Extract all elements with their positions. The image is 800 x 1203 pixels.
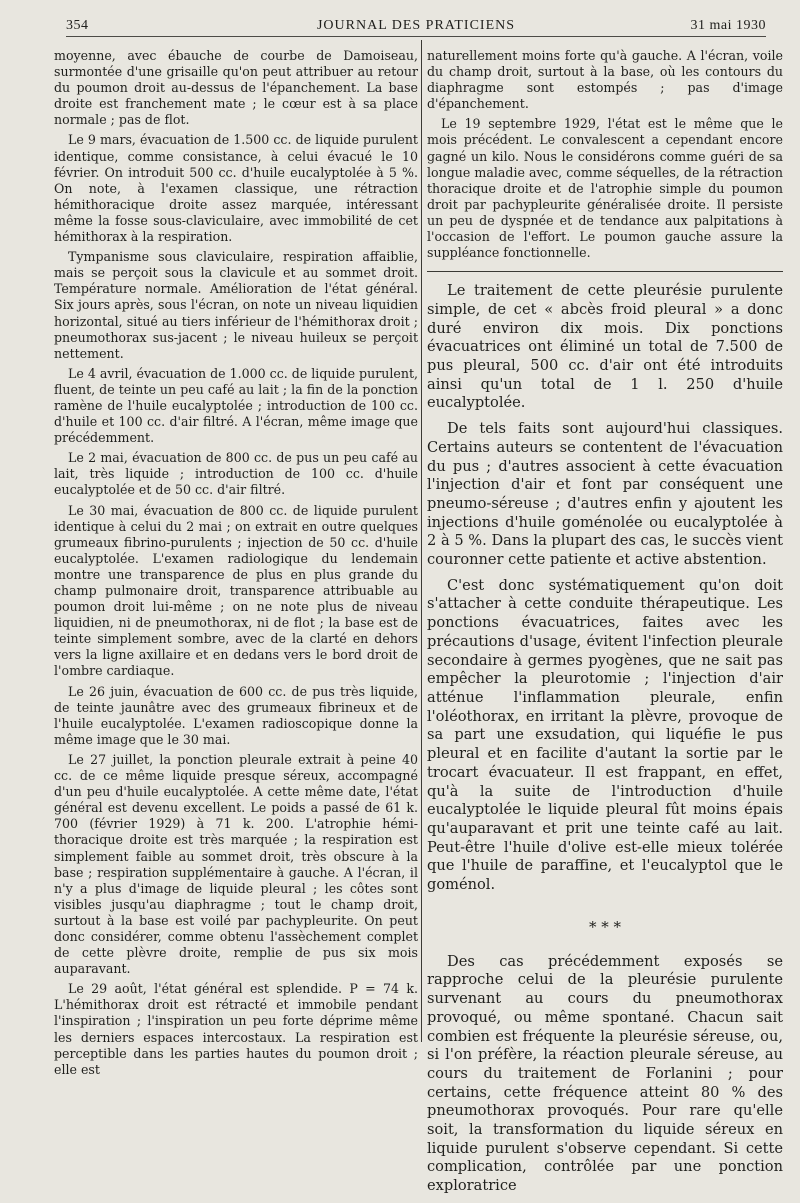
left-column	[54, 48, 418, 1082]
paragraph: Des cas précédemment exposés se rapproche celui de la pleurésie purulente survenant au cours du pneumothorax provoqué, ou même spontané. Chacun sait combien est fréquente la pleurésie séreuse, ou, si l'on préfère, la réaction pleurale séreuse, au cours du traitement de Forlanini ; pour certains, cette fréquence atteint 80 % des pneumothorax provoqués. Pour rare qu'elle soit, la transformation du liquide séreux en liquide purulent s'observe cependant. Si cette complication, contrôlée par une ponction exploratrice	[427, 952, 783, 1195]
case-notes-continued	[427, 48, 783, 261]
paragraph: Le 26 juin, évacuation de 600 cc. de pus très liquide, de teinte jaunâtre avec des grumeaux fibrineux et de l'huile eucalyptolée. L'examen radioscopique donne la même image que le 30 mai.	[54, 683, 418, 747]
asterism-separator: * * *	[588, 917, 622, 936]
page-header	[66, 12, 766, 37]
right-column	[427, 48, 783, 1203]
issue-date: 31 mai 1930	[690, 18, 766, 33]
paragraph: Le 29 août, l'état général est splendide. P = 74 k. L'hémithorax droit est rétracté et immobile pendant l'inspiration ; l'inspiration un peu forte déprime même les derniers espaces intercostaux. La respiration est perceptible dans les parties hautes du poumon droit ; elle est	[54, 981, 418, 1077]
column-divider	[421, 40, 422, 1042]
paragraph: Tympanisme sous claviculaire, respiration affaiblie, mais se perçoit sous la clavicule et au sommet droit. Température normale. Amélioration de l'état général. Six jours après, sous l'écran, on note un niveau liquidien horizontal, situé au tiers inférieur de l'hémithorax droit ; pneumothorax sus-jacent ; le niveau huileux se perçoit nettement.	[54, 249, 418, 361]
page-number: 354	[66, 18, 89, 33]
paragraph: Le 4 avril, évacuation de 1.000 cc. de liquide purulent, fluent, de teinte un peu café au lait ; la fin de la ponction ramène de l'huile eucalyptolée ; introduction de 100 cc. d'huile et 100 cc. d'air filtré. A l'écran, même image que précédemment.	[54, 365, 419, 446]
journal-title: JOURNAL DES PRATICIENS	[316, 18, 516, 33]
paragraph: Le 9 mars, évacuation de 1.500 cc. de liquide purulent identique, comme consistance, à celui évacué le 10 février. On introduit 500 cc. d'huile eucalyptolée à 5 %. On note, à l'examen classique, une rétraction hémithoracique droite assez marquée, intéressant même la fosse sous-claviculaire, avec immobilité de cet hémithorax à la respiration.	[54, 132, 418, 245]
paragraph: Le traitement de cette pleurésie purulente simple, de cet « abcès froid pleural » a donc duré environ dix mois. Dix ponctions évacuatrices ont éliminé un total de 7.500 de pus pleural, 500 cc. d'air ont été introduits ainsi qu'un total de 1 l. 250 d'huile eucalyptolée.	[427, 282, 783, 412]
paragraph: Le 30 mai, évacuation de 800 cc. de liquide purulent identique à celui du 2 mai ; on extrait en outre quelques grumeaux fibrino-purulents ; injection de 50 cc. d'huile eucalyptolée. L'examen radiologique du lendemain montre une transparence de plus en plus grande du champ pulmonaire droit, transparence attribuable au poumon droit lui-même ; on ne note plus de niveau liquidien, ni de pneumothorax, ni de flot ; la base est de teinte simplement sombre, avec de la clarté en dehors vers la ligne axillaire et en dedans vers le bord droit de l'ombre cardiaque.	[54, 502, 418, 679]
paragraph: moyenne, avec ébauche de courbe de Damoiseau, surmontée d'une grisaille qu'on peut attribuer au retour du poumon droit au-dessus de l'épanchement. La base droite est franchement mate ; le cœur est à sa place normale ; pas de flot.	[54, 48, 418, 128]
paragraph: C'est donc systématiquement qu'on doit s'attacher à cette conduite thérapeutique. Les ponctions évacuatrices, faites avec les précautions d'usage, évitent l'infection pleurale secondaire à germes pyogènes, que ne sait pas empêcher la pleurotomie ; l'injection d'air atténue l'inflammation pleurale, enfin l'oléothorax, en irritant la plèvre, provoque de sa part une exsudation, qui liquéfie le pus pleural et en facilite d'autant la sortie par le trocart évacuateur. Il est frappant, en effet, qu'à la suite de l'introduction d'huile eucalyptolée le liquide pleural fût moins épais qu'auparavant et prit une teinte café au lait. Peut-être l'huile d'olive est-elle mieux tolérée que l'huile de paraffine, et l'eucalyptol que le goménol.	[427, 576, 783, 894]
paragraph: Le 27 juillet, la ponction pleurale extrait à peine 40 cc. de ce même liquide presque séreux, accompagné d'un peu d'huile eucalyptolée. A cette même date, l'état général est devenu excellent. Le poids a passé de 61 k. 700 (février 1929) à 71 k. 200. L'atrophie hémi-thoracique droite est très marquée ; la respiration est simplement faible au sommet droit, très obscure à la base ; respiration supplémentaire à gauche. A l'écran, il n'y a plus d'image de liquide pleural ; les côtes sont visibles jusqu'au diaphragme ; tout le champ droit, surtout à la base est voilé par pachypleurite. On peut donc considérer, comme obtenu l'assèchement complet de cette plèvre droite, remplie de pus six mois auparavant.	[54, 751, 418, 977]
paragraph: Le 2 mai, évacuation de 800 cc. de pus un peu café au lait, très liquide ; introduction de 100 cc. d'huile eucalyptolée et de 50 cc. d'air filtré.	[54, 450, 418, 498]
paragraph: Le 19 septembre 1929, l'état est le même que le mois précédent. Le convalescent a cependant encore gagné un kilo. Nous le considérons comme guéri de sa longue maladie avec, comme séquelles, de la rétraction thoracique droite et de l'atrophie simple du poumon droit par pachypleurite généralisée droite. Il persiste un peu de dyspnée et de tendance aux palpitations à l'occasion de l'effort. Le poumon gauche assure la suppléance fonctionnelle.	[427, 116, 783, 261]
section-rule	[427, 271, 783, 272]
paragraph: De tels faits sont aujourd'hui classiques. Certains auteurs se contentent de l'évacuation du pus ; d'autres associent à cette évacuation l'injection d'air et font par conséquent une pneumo-séreuse ; d'autres enfin y ajoutent les injections d'huile goménolée ou eucalyptolée à 2 à 5 %. Dans la plupart des cas, le succès vient couronner cette patiente et active abstention.	[427, 420, 783, 569]
paragraph: naturellement moins forte qu'à gauche. A l'écran, voile du champ droit, surtout à la base, où les contours du diaphragme sont estompés ; pas d'image d'épanchement.	[427, 48, 783, 112]
discussion-section	[427, 282, 783, 1196]
